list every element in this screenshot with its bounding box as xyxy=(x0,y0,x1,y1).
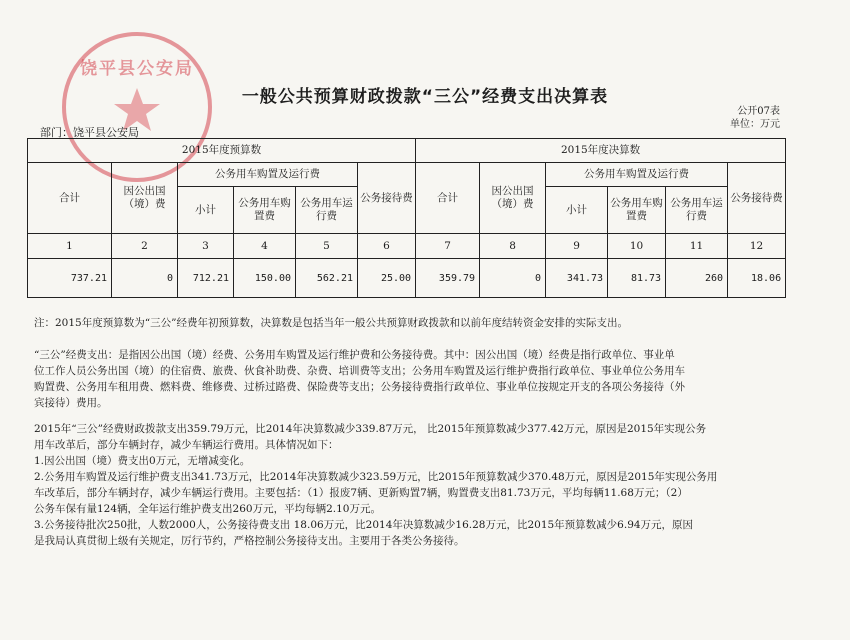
actual-abroad-header: 因公出国（境）费 xyxy=(480,163,546,234)
definition-line: 宾接待）费用。 xyxy=(34,397,108,409)
value-cell: 0 xyxy=(480,259,546,298)
budget-reception-header: 公务接待费 xyxy=(358,163,416,234)
definition-line: “三公”经费支出：是指因公出国（境）经费、公务用车购置及运行维护费和公务接待费。其中：因公出国（境）经费是指行政单位、事业单 xyxy=(34,349,675,361)
definition-line: 购置费、公务用车租用费、燃料费、维修费、过桥过路费、保险费等支出；公务接待费指行政单位、事业单位按规定开支的各项公务接待（外 xyxy=(34,381,685,393)
table-note: 注：2015年度预算数为“三公”经费年初预算数，决算数是包括当年一般公共预算财政拨款和以前年度结转资金安排的实际支出。 xyxy=(34,317,628,329)
budget-group-header: 2015年度预算数 xyxy=(28,139,416,163)
actual-operation-header: 公务用车运行费 xyxy=(666,187,728,234)
seal-text: 饶平县公安局 xyxy=(80,59,194,79)
index-cell: 10 xyxy=(608,234,666,259)
index-cell: 11 xyxy=(666,234,728,259)
page-title: 一般公共预算财政拨款“三公”经费支出决算表 xyxy=(241,87,609,107)
value-cell: 737.21 xyxy=(28,259,112,298)
definition-paragraph xyxy=(34,347,794,411)
explanation-paragraph xyxy=(34,421,794,549)
explanation-line: 车改革后，部分车辆封存，减少车辆运行费用。主要包括：（1）报废7辆、更新购置7辆，购置费支出81.73万元，平均每辆11.68万元；（2） xyxy=(34,487,688,499)
explanation-line: 公务车保有量124辆，全年运行维护费支出260万元，平均每辆2.10万元。 xyxy=(34,503,381,515)
index-cell: 5 xyxy=(296,234,358,259)
actual-purchase-header: 公务用车购置费 xyxy=(608,187,666,234)
index-cell: 9 xyxy=(546,234,608,259)
unit-label: 单位：万元 xyxy=(730,119,780,130)
explanation-line: 是我局认真贯彻上级有关规定，厉行节约，严格控制公务接待支出。主要用于各类公务接待。 xyxy=(34,535,465,547)
actual-group-header: 2015年度决算数 xyxy=(416,139,786,163)
value-cell: 150.00 xyxy=(234,259,296,298)
value-cell: 562.21 xyxy=(296,259,358,298)
budget-abroad-header: 因公出国（境）费 xyxy=(112,163,178,234)
index-cell: 2 xyxy=(112,234,178,259)
definition-line: 位工作人员公务出国（境）的住宿费、旅费、伙食补助费、杂费、培训费等支出；公务用车购置及运行维护费指行政单位、事业单位公务用车 xyxy=(34,365,685,377)
value-cell: 25.00 xyxy=(358,259,416,298)
budget-subtotal-header: 小计 xyxy=(178,187,234,234)
actual-subtotal-header: 小计 xyxy=(546,187,608,234)
value-cell: 260 xyxy=(666,259,728,298)
budget-total-header: 合计 xyxy=(28,163,112,234)
budget-vehicle-header: 公务用车购置及运行费 xyxy=(178,163,358,187)
value-cell: 341.73 xyxy=(546,259,608,298)
index-cell: 3 xyxy=(178,234,234,259)
explanation-line: 2.公务用车购置及运行维护费支出341.73万元，比2014年决算数减少323.59万元，比2015年预算数减少370.48万元，原因是2015年实现公务用 xyxy=(34,471,718,483)
value-cell: 712.21 xyxy=(178,259,234,298)
actual-total-header: 合计 xyxy=(416,163,480,234)
explanation-line: 用车改革后，部分车辆封存，减少车辆运行费用。具体情况如下： xyxy=(34,439,339,451)
value-cell: 0 xyxy=(112,259,178,298)
explanation-line: 2015年“三公”经费财政拨款支出359.79万元，比2014年决算数减少339.87万元， 比2015年预算数减少377.42万元，原因是2015年实现公务 xyxy=(34,423,707,435)
index-cell: 6 xyxy=(358,234,416,259)
index-row xyxy=(28,234,786,259)
department-label: 部门：饶平县公安局 xyxy=(40,126,139,139)
index-cell: 8 xyxy=(480,234,546,259)
actual-vehicle-header: 公务用车购置及运行费 xyxy=(546,163,728,187)
value-cell: 81.73 xyxy=(608,259,666,298)
form-number: 公开07表 xyxy=(737,106,780,117)
expense-table xyxy=(27,138,786,298)
budget-purchase-header: 公务用车购置费 xyxy=(234,187,296,234)
budget-operation-header: 公务用车运行费 xyxy=(296,187,358,234)
value-cell: 359.79 xyxy=(416,259,480,298)
values-row xyxy=(28,259,786,298)
index-cell: 7 xyxy=(416,234,480,259)
explanation-line: 1.因公出国（境）费支出0万元，无增减变化。 xyxy=(34,455,251,467)
value-cell: 18.06 xyxy=(728,259,786,298)
index-cell: 12 xyxy=(728,234,786,259)
explanation-line: 3.公务接待批次250批，人数2000人，公务接待费支出 18.06万元，比2014年决算数减少16.28万元，比2015年预算数减少6.94万元，原因 xyxy=(34,519,694,531)
index-cell: 1 xyxy=(28,234,112,259)
actual-reception-header: 公务接待费 xyxy=(728,163,786,234)
index-cell: 4 xyxy=(234,234,296,259)
